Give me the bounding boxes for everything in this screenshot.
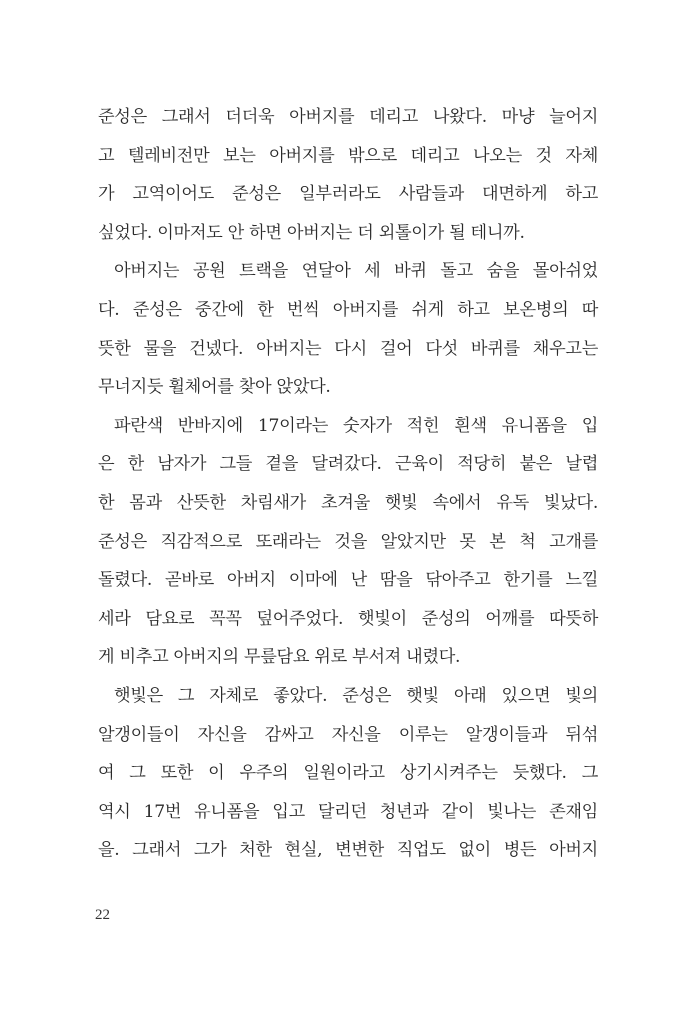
text-line: 아버지는 공원 트랙을 연달아 세 바퀴 돌고 숨을 몰아쉬었 xyxy=(114,261,598,282)
text-line: 세라 담요로 꼭꼭 덮어주었다. 햇빛이 준성의 어깨를 따뜻하 xyxy=(98,608,598,629)
text-line: 준성은 직감적으로 또래라는 것을 알았지만 못 본 척 고개를 xyxy=(98,531,598,552)
text-line: 역시 17번 유니폼을 입고 달리던 청년과 같이 빛나는 존재임 xyxy=(98,801,598,822)
paragraph xyxy=(98,410,598,680)
page-number: 22 xyxy=(95,907,110,923)
text-line: 여 그 또한 이 우주의 일원이라고 상기시켜주는 듯했다. 그 xyxy=(98,763,598,784)
text-line: 알갱이들이 자신을 감싸고 자신을 이루는 알갱이들과 뒤섞 xyxy=(98,724,598,745)
text-line: 싶었다. 이마저도 안 하면 아버지는 더 외톨이가 될 테니까. xyxy=(98,222,525,243)
text-line: 무너지듯 휠체어를 찾아 앉았다. xyxy=(98,377,331,398)
text-line: 게 비추고 아버지의 무릎담요 위로 부서져 내렸다. xyxy=(98,647,461,668)
body-text xyxy=(98,101,598,873)
text-line: 다. 준성은 중간에 한 번씩 아버지를 쉬게 하고 보온병의 따 xyxy=(98,299,598,320)
text-line: 뜻한 물을 건넸다. 아버지는 다시 걸어 다섯 바퀴를 채우고는 xyxy=(98,338,598,359)
paragraph xyxy=(98,255,598,409)
text-line: 을. 그래서 그가 처한 현실, 변변한 직업도 없이 병든 아버지 xyxy=(98,840,598,861)
text-line: 한 몸과 산뜻한 차림새가 초겨울 햇빛 속에서 유독 빛났다. xyxy=(98,492,598,513)
paragraph xyxy=(98,680,598,873)
text-line: 돌렸다. 곧바로 아버지 이마에 난 땀을 닦아주고 한기를 느낄 xyxy=(98,570,598,591)
text-line: 햇빛은 그 자체로 좋았다. 준성은 햇빛 아래 있으면 빛의 xyxy=(114,685,598,706)
text-line: 은 한 남자가 그들 곁을 달려갔다. 근육이 적당히 붙은 날렵 xyxy=(98,454,598,475)
paragraph xyxy=(98,101,598,255)
text-line: 준성은 그래서 더더욱 아버지를 데리고 나왔다. 마냥 늘어지 xyxy=(98,107,598,127)
text-line: 파란색 반바지에 17이라는 숫자가 적힌 흰색 유니폼을 입 xyxy=(114,415,598,436)
text-line: 고 텔레비전만 보는 아버지를 밖으로 데리고 나오는 것 자체 xyxy=(98,145,598,166)
text-line: 가 고역이어도 준성은 일부러라도 사람들과 대면하게 하고 xyxy=(98,184,598,205)
